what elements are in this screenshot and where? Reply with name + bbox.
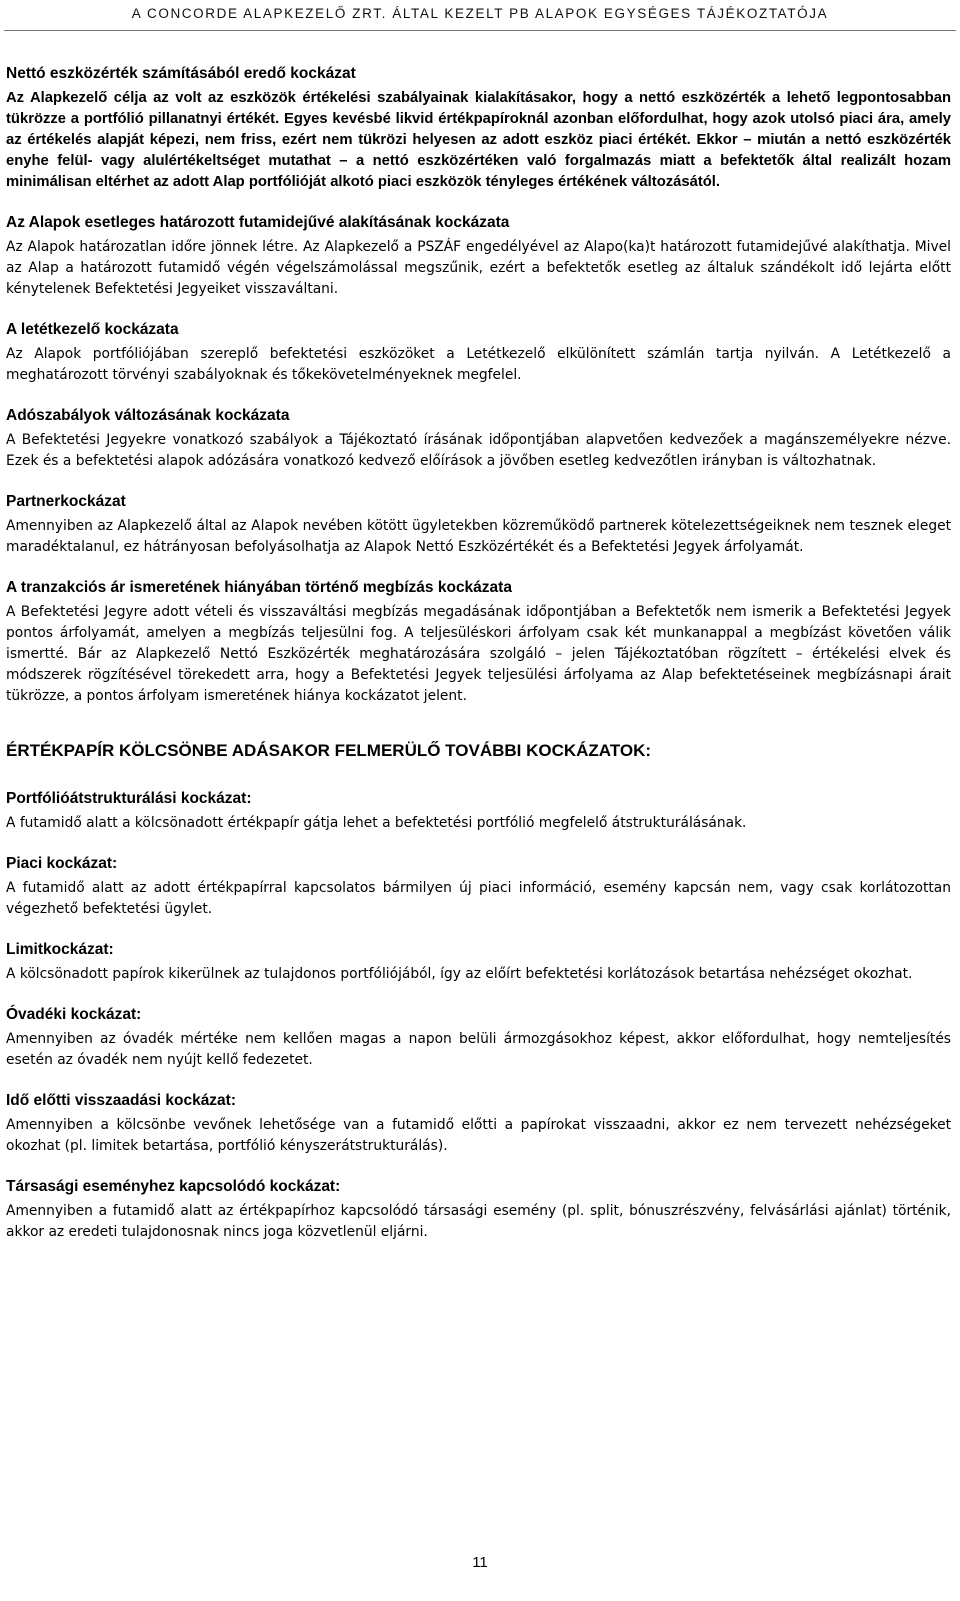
section-body: Amennyiben az óvadék mértéke nem kellően magas a napon belüli ármozgásokhoz képest, akkor előfordulhat, hogy nemteljesítés esetén az óvadék nem nyújt kellő fedezetet. [6, 1031, 951, 1068]
section-counterparty-risk [6, 492, 951, 558]
section-collateral-risk [6, 1005, 951, 1071]
section-portfolio-restructuring-risk [6, 789, 951, 834]
section-title: Portfólióátstrukturálási kockázat: [6, 790, 252, 807]
section-body: A kölcsönadott papírok kikerülnek az tulajdonos portfóliójából, így az előírt befektetési korlátozások betartása nehézséget okozhat. [6, 966, 913, 982]
section-body: A Befektetési Jegyre adott vételi és visszaváltási megbízás megadásának időpontjában a Befektetők nem ismerik a Befektetési Jegyek pontos árfolyamát, amelyen a megbízás teljesülni fog. A teljesüléskori árfolyam csak két munkanappal a megbízást követően válik ismertté. Bár az Alapkezelő Nettó Eszközérték meghatározására szolgáló – jelen Tájékoztatóban rögzített – értékelési elvek és módszerek rögzítésével törekedett arra, hogy a Befektetési Jegyek teljesülési árfolyama az Alap befektetéseinek megbízásnapi árait tükrözze, a pontos árfolyam ismeretének hiánya kockázatot jelent. [6, 604, 951, 704]
page-header: A CONCORDE ALAPKEZELŐ ZRT. ÁLTAL KEZELT PB ALAPOK EGYSÉGES TÁJÉKOZTATÓJA [131, 6, 829, 21]
section-title: Limitkockázat: [6, 941, 114, 958]
section-body: Amennyiben az Alapkezelő által az Alapok nevében kötött ügyletekben közreműködő partnerek kötelezettségeiknek nem tesznek eleget maradéktalanul, ez hátrányosan befolyásolhatja az Alapok Nettó Eszközértékét és a Befektetési Jegyek árfolyamát. [6, 518, 951, 555]
header-divider [4, 30, 956, 31]
section-body: Az Alapkezelő célja az volt az eszközök értékelési szabályainak kialakításakor, hogy a nettó eszközérték a lehető legpontosabban tükrözze a portfólió pillanatnyi értékét. Egyes kevésbé likvid értékpapíroknál azonban előfordulhat, hogy azok utolsó piaci ára, amely az értékelés alapját képezi, nem friss, ezért nem tükrözi helyesen az adott eszköz piaci értékét. Ekkor – miután a nettó eszközérték enyhe felül- vagy alulértékeltséget mutathat – a nettó eszközértéken való forgalmazás miatt a befektetők által realizált hozam minimálisan eltérhet az adott Alap portfólióját alkotó piaci eszközök tényleges értékének változásától. [6, 90, 951, 190]
section-custodian-risk [6, 320, 951, 386]
section-body: A futamidő alatt az adott értékpapírral kapcsolatos bármilyen új piaci információ, esemény kapcsán nem, vagy csak korlátozottan végezhető befektetési ügylet. [6, 880, 951, 917]
section-body: A futamidő alatt a kölcsönadott értékpapír gátja lehet a befektetési portfólió megfelelő átstrukturálásának. [6, 815, 747, 831]
section-title: A tranzakciós ár ismeretének hiányában történő megbízás kockázata [6, 579, 512, 596]
section-title: A letétkezelő kockázata [6, 321, 179, 338]
securities-lending-heading: ÉRTÉKPAPÍR KÖLCSÖNBE ADÁSAKOR FELMERÜLŐ TOVÁBBI KOCKÁZATOK: [6, 741, 652, 760]
section-transaction-price-risk [6, 578, 951, 707]
section-fixed-term-risk [6, 213, 951, 300]
section-corporate-event-risk [6, 1177, 951, 1243]
section-limit-risk [6, 940, 951, 985]
section-title: Adószabályok változásának kockázata [6, 407, 290, 424]
section-title: Partnerkockázat [6, 493, 126, 510]
section-early-return-risk [6, 1091, 951, 1157]
section-market-risk [6, 854, 951, 920]
section-title: Idő előtti visszaadási kockázat: [6, 1092, 237, 1109]
section-title: Óvadéki kockázat: [6, 1006, 142, 1023]
section-title: Piaci kockázat: [6, 855, 118, 872]
section-title: Az Alapok esetleges határozott futamidejűvé alakításának kockázata [6, 214, 510, 231]
section-body: Az Alapok határozatlan időre jönnek létre. Az Alapkezelő a PSZÁF engedélyével az Alapo(ka)t határozott futamidejűvé alakíthatja. Mivel az Alap a határozott futamidő végén végelszámolással megszűnik, ezért a befektetők esetleg az általuk szándékolt idő lejárta előtt kénytelenek Befektetési Jegyeiket visszaváltani. [6, 239, 951, 297]
section-net-asset-value-risk [6, 64, 951, 193]
section-body: Az Alapok portfóliójában szereplő befektetési eszközöket a Letétkezelő elkülönített számlán tartja nyilván. A Letétkezelő a meghatározott törvényi szabályoknak és tőkekövetelményeknek megfelel. [6, 346, 951, 383]
section-body: Amennyiben a kölcsönbe vevőnek lehetősége van a futamidő előtti a papírokat visszaadni, akkor ez nem tervezett nehézségeket okozhat (pl. limitek betartása, portfólió kényszerátstrukturálás). [6, 1117, 951, 1154]
section-body: Amennyiben a futamidő alatt az értékpapírhoz kapcsolódó társasági esemény (pl. split, bónuszrészvény, felvásárlási ajánlat) történik, akkor az eredeti tulajdonosnak nincs joga közvetlenül eljárni. [6, 1203, 951, 1240]
section-tax-rule-risk [6, 406, 951, 472]
section-title: Társasági eseményhez kapcsolódó kockázat: [6, 1178, 341, 1195]
section-title: Nettó eszközérték számításából eredő kockázat [6, 65, 356, 82]
section-body: A Befektetési Jegyekre vonatkozó szabályok a Tájékoztató írásának időpontjában alapvetően kedvezőek a magánszemélyekre nézve. Ezek és a befektetési alapok adózására vonatkozó kedvező előírások a jövőben esetleg kedvezőtlen irányban is változhatnak. [6, 432, 951, 469]
page-number: 11 [472, 1554, 488, 1571]
document-body [6, 64, 951, 1263]
